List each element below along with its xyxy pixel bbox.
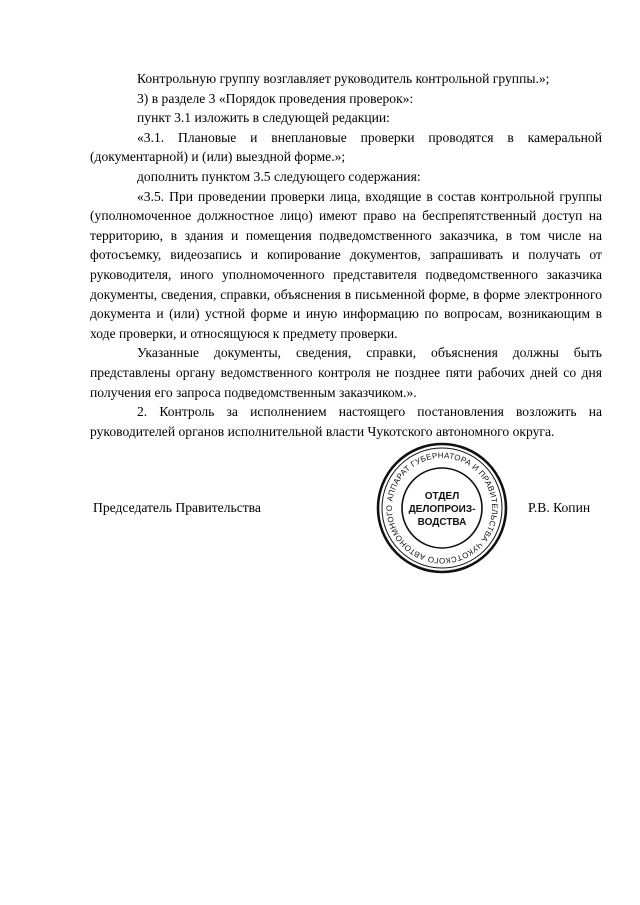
official-stamp [374, 440, 510, 576]
signatory-title: Председатель Правительства [93, 500, 261, 515]
paragraph-3: пункт 3.1 изложить в следующей редакции: [137, 110, 390, 126]
paragraph-5: дополнить пунктом 3.5 следующего содержания: [137, 168, 421, 184]
svg-text:АППАРАТ ГУБЕРНАТОРА И ПРАВИТЕЛ [374, 440, 499, 565]
stamp-line-3: ВОДСТВА [417, 517, 467, 528]
body-text [90, 69, 602, 441]
paragraph-4: «3.1. Плановые и внеплановые проверки проводятся в камеральной (документарной) и (или) выездной форме.»; [90, 129, 602, 165]
stamp-ring-text: АППАРАТ ГУБЕРНАТОРА И ПРАВИТЕЛЬСТВА ЧУКОТСКОГО АВТОНОМНОГО [384, 450, 500, 566]
paragraph-1: Контрольную группу возглавляет руководитель контрольной группы.»; [137, 71, 550, 86]
paragraph-7: Указанные документы, сведения, справки, объяснения должны быть представлены органу ведомственного контроля не позднее пяти рабочих дней со дня получения его запроса подведомственным заказчиком.». [90, 345, 602, 400]
stamp-seal-icon [374, 440, 510, 576]
paragraph-6: «3.5. При проведении проверки лица, входящие в состав контрольной группы (уполномоченное должностное лицо) имеют право на беспрепятственный доступ на территорию, в здания и помещения подведомственного заказчика, в том числе на фотосъемку, видеозапись и копирование документов, запрашивать и получать от руководителя, иного уполномоченного представителя подведомственного заказчика документы, сведения, справки, объяснения в письменной форме, в форме электронного документа и (или) устной форме и иную информацию по вопросам, возникающим в ходе проверки, и относящуюся к предмету проверки. [90, 188, 602, 341]
stamp-line-1: ОТДЕЛ [424, 491, 460, 502]
stamp-line-2: ДЕЛОПРОИЗ- [408, 504, 476, 515]
signatory-name: Р.В. Копин [528, 500, 591, 515]
paragraph-8: 2. Контроль за исполнением настоящего постановления возложить на руководителей органов исполнительной власти Чукотского автономного округа. [90, 404, 602, 439]
paragraph-2: 3) в разделе 3 «Порядок проведения проверок»: [137, 90, 414, 106]
